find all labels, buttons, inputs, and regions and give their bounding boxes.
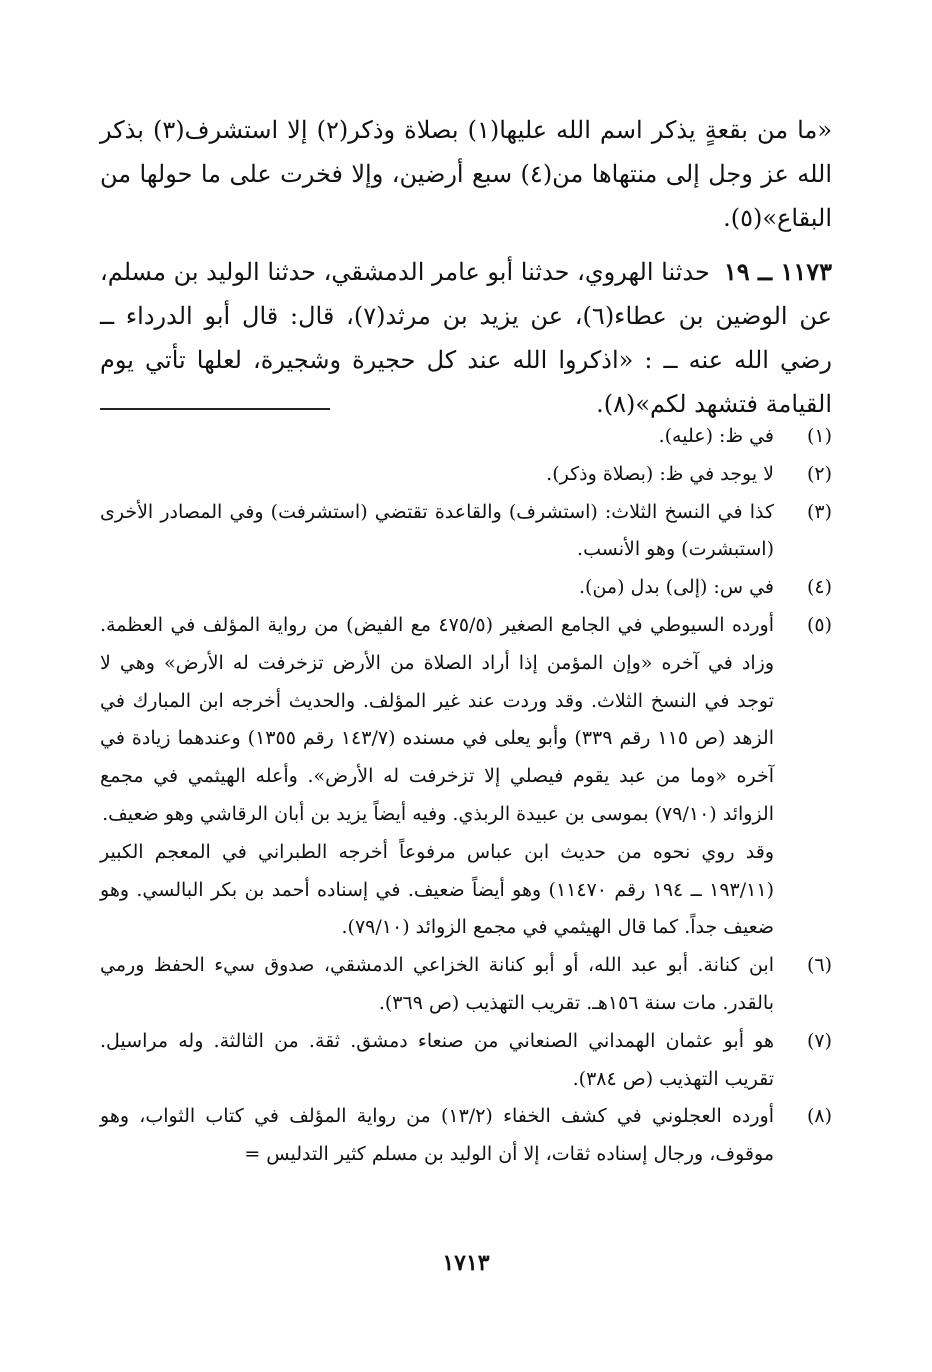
footnote-number: (٧) bbox=[806, 1029, 832, 1052]
continuation-paragraph: «ما من بقعةٍ يذكر اسم الله عليها(١) بصلاة وذكر(٢) إلا استشرف(٣) بذكر الله عز وجل إلى منتهاها من(٤) سبع أرضين، وإلا فخرت على ما حولها من البقاع»(٥). bbox=[100, 116, 833, 232]
hadith-number: ١١٧٣ ــ ١٩ bbox=[723, 257, 832, 286]
footnote-number: (٣) bbox=[806, 500, 832, 523]
hadith-text: حدثنا الهروي، حدثنا أبو عامر الدمشقي، حدثنا الوليد بن مسلم، عن الوضين بن عطاء(٦)، عن يزيد بن مرثد(٧)، قال: قال أبو الدرداء ــ رضي الله عنه ــ : «اذكروا الله عند كل حجيرة وشجيرة، لعلها تأتي يوم القيامة فتشهد لكم»(٨). bbox=[100, 258, 832, 418]
main-text bbox=[100, 108, 832, 426]
footnote-text: أورده السيوطي في الجامع الصغير (٤٧٥/٥ مع الفيض) من رواية المؤلف في العظمة. وزاد في آخره «وإن المؤمن إذا أراد الصلاة من الأرض تزخرفت له الأرض» وهي لا توجد في النسخ الثلاث. وقد وردت عند غير المؤلف. والحديث أخرجه ابن المبارك في الزهد (ص ١١٥ رقم ٣٣٩) وأبو يعلى في مسنده (١٤٣/٧ رقم ١٣٥٥) وعندهما زيادة في آخره «وما من عبد يقوم فيصلي إلا تزخرفت له الأرض». وأعله الهيثمي في مجمع الزوائد (٧٩/١٠) بموسى بن عبيدة الربذي. وفيه أيضاً يزيد بن أبان الرقاشي وهو ضعيف. bbox=[100, 613, 775, 825]
footnote bbox=[100, 1023, 832, 1099]
footnote-text: ابن كنانة. أبو عبد الله، أو أبو كنانة الخزاعي الدمشقي، صدوق سيء الحفظ ورمي بالقدر. مات سنة ١٥٦هـ. تقريب التهذيب (ص ٣٦٩). bbox=[100, 954, 774, 1014]
footnote bbox=[100, 947, 832, 1023]
footnote bbox=[100, 569, 832, 607]
hadith-paragraph bbox=[100, 250, 832, 426]
footnote bbox=[100, 1098, 832, 1174]
footnote-text: في ظ: (عليه). bbox=[658, 425, 774, 447]
page-number: ١٧١٣ bbox=[442, 1250, 490, 1276]
footnote-text: أورده العجلوني في كشف الخفاء (١٣/٢) من رواية المؤلف في كتاب الثواب، وهو موقوف، ورجال إسناده ثقات، إلا أن الوليد بن مسلم كثير التدليس = bbox=[100, 1105, 774, 1166]
footnote-number: (٥) bbox=[806, 613, 832, 636]
footnote-text: في س: (إلى) بدل (من). bbox=[579, 576, 774, 599]
footnote-number: (٨) bbox=[806, 1105, 832, 1128]
footnote bbox=[100, 456, 832, 494]
footnote-text: هو أبو عثمان الهمداني الصنعاني من صنعاء دمشق. ثقة. من الثالثة. وله مراسيل. تقريب التهذيب (ص ٣٨٤). bbox=[100, 1029, 774, 1090]
footnote bbox=[100, 494, 832, 570]
footnote-number: (٢) bbox=[806, 462, 832, 485]
footnote-text: لا يوجد في ظ: (بصلاة وذكر). bbox=[546, 462, 774, 485]
footnotes bbox=[100, 418, 832, 1174]
footnote bbox=[100, 607, 832, 947]
footnote-separator bbox=[100, 408, 330, 410]
footnote-text: وقد روي نحوه من حديث ابن عباس مرفوعاً أخرجه الطبراني في المعجم الكبير (١٩٣/١١ ــ ١٩٤ رقم ١١٤٧٠) وهو أيضاً ضعيف. في إسناده أحمد بن بكر البالسي. وهو ضعيف جداً. كما قال الهيثمي في مجمع الزوائد (٧٩/١٠). bbox=[100, 840, 774, 939]
footnote-number: (٦) bbox=[806, 954, 832, 977]
footnote-text: كذا في النسخ الثلاث: (استشرف) والقاعدة تقتضي (استشرفت) وفي المصادر الأخرى (استبشرت) وهو الأنسب. bbox=[100, 500, 774, 561]
footnote-number: (٤) bbox=[806, 576, 832, 599]
footnote bbox=[100, 418, 832, 456]
footnote-number: (١) bbox=[806, 425, 832, 447]
